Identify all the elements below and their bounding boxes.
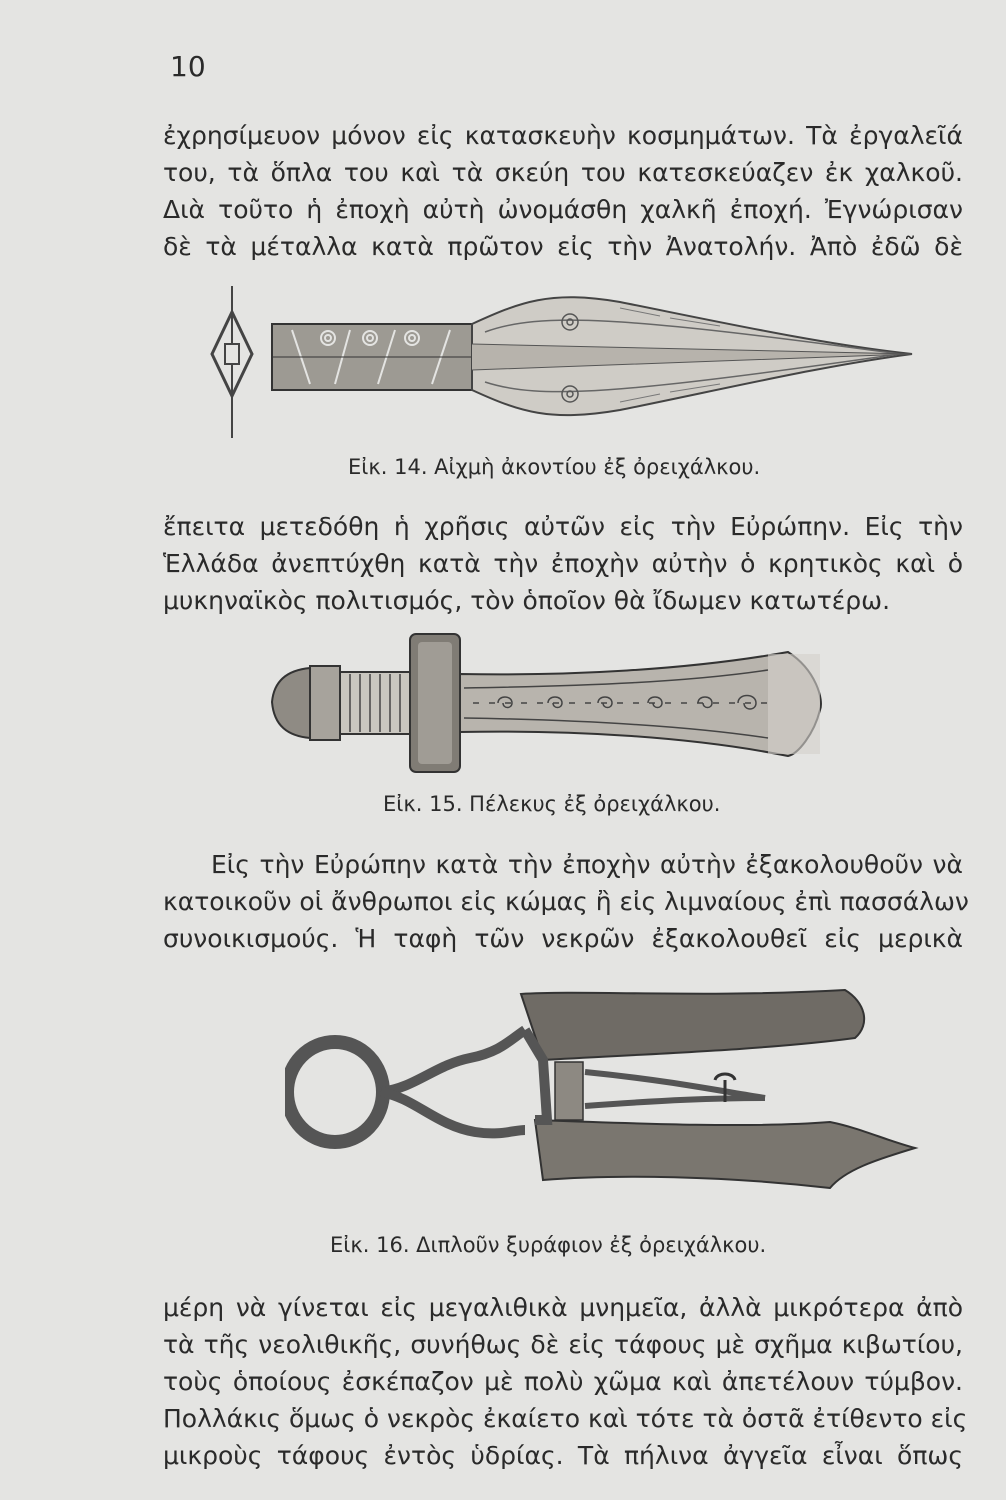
text-line: Πολλάκις ὅμως ὁ νεκρὸς ἐκαίετο καὶ τότε τὰ ὀστᾶ ἐτίθεντο εἰς [163,1404,968,1433]
paragraph-4 [163,1289,968,1474]
text-line: ἐχρησίμευον μόνον εἰς κατασκευὴν κοσμημάτων. Τὰ ἐργαλεῖά [163,121,963,150]
text-line: του, τὰ ὅπλα του καὶ τὰ σκεύη του κατεσκεύαζεν ἐκ χαλκοῦ. [163,158,963,187]
text-line: μυκηναϊκὸς πολιτισμός, τὸν ὁποῖον θὰ ἴδωμεν κατωτέρω. [163,586,891,615]
figure-15-caption: Εἰκ. 15. Πέλεκυς ἐξ ὀρειχάλκου. [383,792,721,816]
double-razor-illustration [285,980,925,1210]
text-line: κατοικοῦν οἱ ἄνθρωποι εἰς κώμας ἢ εἰς λιμναίους ἐπὶ πασσάλων [163,887,969,916]
text-line: Ἑλλάδα ἀνεπτύχθη κατὰ τὴν ἐποχὴν αὐτὴν ὁ κρητικὸς καὶ ὁ [163,549,963,578]
figure-14-caption: Εἰκ. 14. Αἰχμὴ ἀκοντίου ἐξ ὀρειχάλκου. [348,455,761,479]
text-line: μέρη νὰ γίνεται εἰς μεγαλιθικὰ μνημεῖα, ἀλλὰ μικρότερα ἀπὸ [163,1293,963,1322]
paragraph-2 [163,508,963,619]
page-number: 10 [170,50,206,83]
text-line: μικροὺς τάφους ἐντὸς ὑδρίας. Τὰ πήλινα ἀγγεῖα εἶναι ὅπως [163,1441,963,1470]
paragraph-1 [163,117,963,265]
text-line: συνοικισμούς. Ἡ ταφὴ τῶν νεκρῶν ἐξακολουθεῖ εἰς μερικὰ [163,924,963,953]
figure-spearhead [200,282,930,442]
text-line: ἔπειτα μετεδόθη ἡ χρῆσις αὐτῶν εἰς τὴν Εὐρώπην. Εἰς τὴν [163,512,963,541]
text-line: τὰ τῆς νεολιθικῆς, συνήθως δὲ εἰς τάφους μὲ σχῆμα κιβωτίου, [163,1330,963,1359]
text-line: δὲ τὰ μέταλλα κατὰ πρῶτον εἰς τὴν Ἀνατολήν. Ἀπὸ ἐδῶ δὲ [163,232,963,261]
figure-axe [268,630,838,780]
text-line: Διὰ τοῦτο ἡ ἐποχὴ αὐτὴ ὠνομάσθη χαλκῆ ἐποχή. Ἐγνώρισαν [163,195,963,224]
axe-illustration [268,630,838,780]
spearhead-illustration [200,282,930,442]
figure-double-razor [285,980,925,1210]
paragraph-3 [163,846,969,957]
text-line: Εἰς τὴν Εὐρώπην κατὰ τὴν ἐποχὴν αὐτὴν ἐξακολουθοῦν νὰ [211,850,963,879]
figure-16-caption: Εἰκ. 16. Διπλοῦν ξυράφιον ἐξ ὀρειχάλκου. [330,1233,767,1257]
text-line: τοὺς ὁποίους ἐσκέπαζον μὲ πολὺ χῶμα καὶ ἀπετέλουν τύμβον. [163,1367,963,1396]
